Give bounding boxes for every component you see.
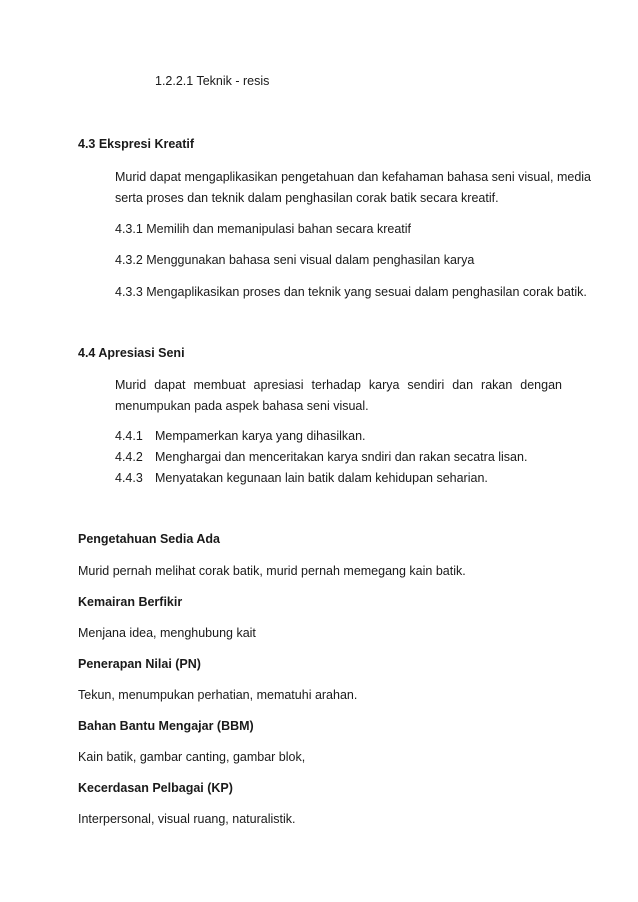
paragraph-44-line2: menumpukan pada aspek bahasa seni visual. — [115, 399, 369, 413]
text-kemahiran-berfikir: Menjana idea, menghubung kait — [78, 626, 256, 640]
list-item-433: 4.3.3 Mengaplikasikan proses dan teknik yang sesuai dalam penghasilan corak batik. — [115, 285, 587, 299]
text-bahan-bantu-mengajar: Kain batik, gambar canting, gambar blok, — [78, 750, 306, 764]
list-item-443-text: Menyatakan kegunaan lain batik dalam kehidupan seharian. — [155, 471, 488, 485]
subsection-item-1221: 1.2.2.1 Teknik - resis — [155, 74, 270, 88]
list-item-432: 4.3.2 Menggunakan bahasa seni visual dalam penghasilan karya — [115, 253, 475, 267]
heading-ekspresi-kreatif: 4.3 Ekspresi Kreatif — [78, 137, 195, 151]
paragraph-44-line1: Murid dapat membuat apresiasi terhadap karya sendiri dan rakan dengan — [115, 378, 562, 392]
list-item-443-number: 4.4.3 — [115, 471, 143, 485]
text-penerapan-nilai: Tekun, menumpukan perhatian, mematuhi arahan. — [78, 688, 358, 702]
heading-apresiasi-seni: 4.4 Apresiasi Seni — [78, 346, 185, 360]
paragraph-43-line1: Murid dapat mengaplikasikan pengetahuan dan kefahaman bahasa seni visual, media — [115, 170, 592, 184]
list-item-431: 4.3.1 Memilih dan memanipulasi bahan secara kreatif — [115, 222, 411, 236]
heading-penerapan-nilai: Penerapan Nilai (PN) — [78, 657, 201, 671]
text-kecerdasan-pelbagai: Interpersonal, visual ruang, naturalistik. — [78, 812, 296, 826]
heading-kemahiran-berfikir: Kemairan Berfikir — [78, 595, 183, 609]
list-item-441-number: 4.4.1 — [115, 429, 143, 443]
heading-kecerdasan-pelbagai: Kecerdasan Pelbagai (KP) — [78, 781, 233, 795]
list-item-442-number: 4.4.2 — [115, 450, 143, 464]
text-pengetahuan-sedia-ada: Murid pernah melihat corak batik, murid pernah memegang kain batik. — [78, 564, 466, 578]
paragraph-43-line2: serta proses dan teknik dalam penghasilan corak batik secara kreatif. — [115, 191, 499, 205]
heading-pengetahuan-sedia-ada: Pengetahuan Sedia Ada — [78, 532, 220, 546]
list-item-442-text: Menghargai dan menceritakan karya sndiri dan rakan secatra lisan. — [155, 450, 528, 464]
heading-bahan-bantu-mengajar: Bahan Bantu Mengajar (BBM) — [78, 719, 254, 733]
list-item-441-text: Mempamerkan karya yang dihasilkan. — [155, 429, 366, 443]
